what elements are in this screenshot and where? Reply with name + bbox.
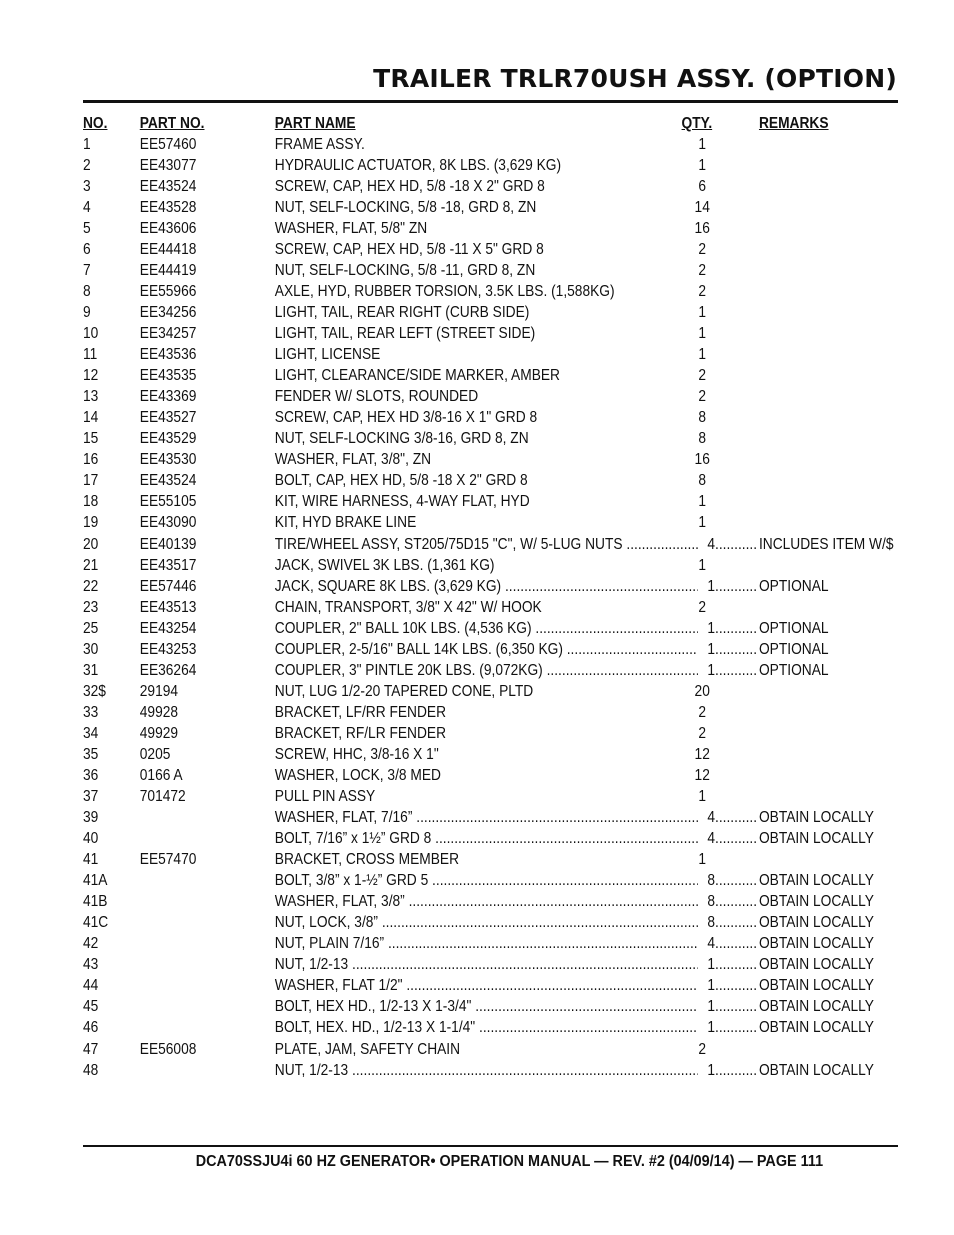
part-name: BRACKET, CROSS MEMBER <box>274 851 460 868</box>
part-number: 701472 <box>139 788 186 805</box>
quantity: 2 <box>698 367 707 384</box>
part-name: BOLT, HEX. HD., 1/2-13 X 1-1/4" ..... <box>275 1017 698 1038</box>
part-number: EE43527 <box>139 409 197 426</box>
part-name: FENDER W/ SLOTS, ROUNDED <box>274 388 479 405</box>
remarks: OBTAIN LOCALLY <box>758 872 874 889</box>
table-row <box>83 176 784 197</box>
part-name: HYDRAULIC ACTUATOR, 8K LBS. (3,629 KG) <box>274 157 562 174</box>
header-no: NO. <box>83 115 108 132</box>
quantity: 1 ..... <box>707 576 719 597</box>
remarks: OBTAIN LOCALLY <box>758 893 874 910</box>
part-name: NUT, SELF-LOCKING, 5/8 -18, GRD 8, ZN <box>274 199 537 216</box>
part-number: EE43529 <box>139 430 197 447</box>
header-part-no: PART NO. <box>139 115 205 132</box>
item-number: 13 <box>83 388 99 405</box>
item-number: 8 <box>83 283 91 300</box>
remarks: OBTAIN LOCALLY <box>758 1062 874 1079</box>
part-name: COUPLER, 2-5/16" BALL 14K LBS. (6,350 KG) ..... <box>275 639 698 660</box>
quantity: 8 <box>698 472 707 489</box>
quantity: 4 ..... <box>707 534 719 555</box>
part-name: AXLE, HYD, RUBBER TORSION, 3.5K LBS. (1,588KG) <box>274 283 615 300</box>
part-name: BOLT, 7/16” x 1½” GRD 8 ..... <box>275 828 698 849</box>
item-number: 46 <box>83 1019 99 1036</box>
part-number: EE55966 <box>139 283 197 300</box>
item-number: 42 <box>83 935 99 952</box>
table-row <box>83 470 784 491</box>
part-name: NUT, LUG 1/2-20 TAPERED CONE, PLTD <box>274 683 534 700</box>
part-number: 49929 <box>139 725 179 742</box>
item-number: 48 <box>83 1062 99 1079</box>
quantity: 16 <box>694 451 710 468</box>
quantity: 1 <box>698 493 707 510</box>
table-header-row <box>83 113 829 134</box>
part-name: SCREW, CAP, HEX HD 3/8-16 X 1" GRD 8 <box>274 409 538 426</box>
table-row <box>83 849 784 870</box>
quantity: 1 <box>698 346 707 363</box>
item-number: 1 <box>83 136 91 153</box>
quantity: 1 <box>698 788 707 805</box>
table-row <box>83 323 784 344</box>
table-row <box>83 365 784 386</box>
remarks: OPTIONAL <box>758 578 829 595</box>
part-name: WASHER, FLAT, 5/8" ZN <box>274 220 428 237</box>
item-number: 21 <box>83 557 99 574</box>
item-number: 3 <box>83 178 91 195</box>
table-row <box>83 996 874 1017</box>
part-number: EE36264 <box>139 662 197 679</box>
item-number: 6 <box>83 241 91 258</box>
remarks: OBTAIN LOCALLY <box>758 998 874 1015</box>
quantity: 1 ..... <box>707 639 719 660</box>
part-name: CHAIN, TRANSPORT, 3/8" X 42" W/ HOOK <box>274 599 542 616</box>
item-number: 14 <box>83 409 99 426</box>
part-name: NUT, SELF-LOCKING, 5/8 -11, GRD 8, ZN <box>274 262 536 279</box>
part-number: EE43524 <box>139 178 197 195</box>
part-name: NUT, 1/2-13 ..... <box>275 1060 698 1081</box>
part-name: LIGHT, TAIL, REAR LEFT (STREET SIDE) <box>274 325 536 342</box>
part-name: WASHER, FLAT 1/2" ..... <box>275 975 698 996</box>
item-number: 5 <box>83 220 91 237</box>
table-row <box>83 639 829 660</box>
part-name: SCREW, CAP, HEX HD, 5/8 -18 X 2" GRD 8 <box>274 178 545 195</box>
part-name: FRAME ASSY. <box>274 136 365 153</box>
table-row <box>83 681 784 702</box>
item-number: 43 <box>83 956 99 973</box>
page-title: TRAILER TRLR70USH ASSY. (OPTION) <box>373 64 897 93</box>
part-name: WASHER, FLAT, 3/8", ZN <box>274 451 432 468</box>
part-number: EE34257 <box>139 325 197 342</box>
item-number: 34 <box>83 725 99 742</box>
quantity: 1 ..... <box>707 975 719 996</box>
header-qty: QTY. <box>681 115 713 132</box>
table-row <box>83 344 784 365</box>
table-row <box>83 618 829 639</box>
part-name: JACK, SWIVEL 3K LBS. (1,361 KG) <box>274 557 495 574</box>
part-number: EE43536 <box>139 346 197 363</box>
part-name: WASHER, LOCK, 3/8 MED <box>274 767 441 784</box>
part-number: EE43524 <box>139 472 197 489</box>
header-remarks: REMARKS <box>758 115 829 132</box>
part-name: COUPLER, 2" BALL 10K LBS. (4,536 KG) ..... <box>275 618 698 639</box>
table-row <box>83 1060 874 1081</box>
part-name: PLATE, JAM, SAFETY CHAIN <box>274 1041 461 1058</box>
table-row <box>83 933 874 954</box>
remarks: OBTAIN LOCALLY <box>758 977 874 994</box>
item-number: 25 <box>83 620 99 637</box>
table-row <box>83 239 784 260</box>
quantity: 1 <box>698 557 707 574</box>
part-name: BOLT, HEX HD., 1/2-13 X 1-3/4" ..... <box>275 996 698 1017</box>
quantity: 2 <box>698 283 707 300</box>
table-row <box>83 702 784 723</box>
table-row <box>83 218 784 239</box>
page-footer: DCA70SSJU4i 60 HZ GENERATOR• OPERATION MANUAL — REV. #2 (04/09/14) — PAGE 111 <box>195 1153 823 1170</box>
item-number: 37 <box>83 788 99 805</box>
quantity: 4 ..... <box>707 933 719 954</box>
part-number: EE43528 <box>139 199 197 216</box>
quantity: 2 <box>698 262 707 279</box>
table-row <box>83 807 874 828</box>
table-row <box>83 891 874 912</box>
table-row <box>83 975 874 996</box>
parts-table <box>83 113 894 1081</box>
part-number: EE40139 <box>139 536 197 553</box>
quantity: 1 <box>698 157 707 174</box>
part-name: NUT, SELF-LOCKING 3/8-16, GRD 8, ZN <box>274 430 529 447</box>
table-row <box>83 534 894 555</box>
quantity: 20 <box>694 683 710 700</box>
table-row <box>83 870 874 891</box>
table-row <box>83 828 874 849</box>
quantity: 16 <box>694 220 710 237</box>
part-number: 0166 A <box>139 767 183 784</box>
table-row <box>83 954 874 975</box>
part-name: NUT, PLAIN 7/16” ..... <box>275 933 698 954</box>
part-number: 49928 <box>139 704 179 721</box>
part-number: EE55105 <box>139 493 197 510</box>
quantity: 4 ..... <box>707 828 719 849</box>
part-name: JACK, SQUARE 8K LBS. (3,629 KG) ..... <box>275 576 698 597</box>
part-name: WASHER, FLAT, 3/8” ..... <box>275 891 698 912</box>
item-number: 44 <box>83 977 99 994</box>
remarks: OBTAIN LOCALLY <box>758 914 874 931</box>
part-name: WASHER, FLAT, 7/16” ..... <box>275 807 698 828</box>
remarks: OPTIONAL <box>758 641 829 658</box>
table-row <box>83 765 784 786</box>
table-row <box>83 1039 784 1060</box>
table-row <box>83 512 784 534</box>
remarks: INCLUDES ITEM W/$ <box>758 536 894 553</box>
table-row <box>83 597 784 618</box>
part-name: KIT, HYD BRAKE LINE <box>274 514 417 531</box>
quantity: 14 <box>694 199 710 216</box>
part-name: LIGHT, LICENSE <box>274 346 381 363</box>
table-row <box>83 428 784 449</box>
table-row <box>83 723 784 744</box>
table-row <box>83 555 784 576</box>
quantity: 2 <box>698 704 707 721</box>
part-number: EE44419 <box>139 262 197 279</box>
remarks: OBTAIN LOCALLY <box>758 830 874 847</box>
item-number: 32$ <box>83 683 106 700</box>
part-number: EE43513 <box>139 599 197 616</box>
table-body <box>83 134 894 1081</box>
quantity: 12 <box>694 746 710 763</box>
table-row <box>83 197 784 218</box>
item-number: 41B <box>83 893 108 910</box>
table-row <box>83 660 829 681</box>
item-number: 18 <box>83 493 99 510</box>
item-number: 2 <box>83 157 91 174</box>
quantity: 8 ..... <box>707 870 719 891</box>
quantity: 2 <box>698 725 707 742</box>
item-number: 17 <box>83 472 99 489</box>
part-name: LIGHT, CLEARANCE/SIDE MARKER, AMBER <box>274 367 560 384</box>
part-number: 0205 <box>139 746 171 763</box>
quantity: 1 ..... <box>707 996 719 1017</box>
table-row <box>83 134 784 155</box>
table-row <box>83 786 784 807</box>
quantity: 4 ..... <box>707 807 719 828</box>
remarks: OBTAIN LOCALLY <box>758 935 874 952</box>
part-number: EE43090 <box>139 514 197 531</box>
table-row <box>83 155 784 176</box>
item-number: 16 <box>83 451 99 468</box>
part-name: NUT, LOCK, 3/8” ..... <box>275 912 698 933</box>
part-number: 29194 <box>139 683 179 700</box>
item-number: 20 <box>83 536 99 553</box>
item-number: 19 <box>83 514 99 531</box>
part-number: EE43253 <box>139 641 197 658</box>
footer-rule <box>83 1145 898 1147</box>
table-row <box>83 491 784 512</box>
quantity: 2 <box>698 599 707 616</box>
quantity: 8 <box>698 409 707 426</box>
remarks: OBTAIN LOCALLY <box>758 809 874 826</box>
part-number: EE43369 <box>139 388 197 405</box>
item-number: 10 <box>83 325 99 342</box>
table-row <box>83 386 784 407</box>
quantity: 1 <box>698 136 707 153</box>
table-row <box>83 407 784 428</box>
quantity: 1 <box>698 325 707 342</box>
quantity: 12 <box>694 767 710 784</box>
title-rule <box>83 100 898 103</box>
quantity: 8 ..... <box>707 912 719 933</box>
item-number: 22 <box>83 578 99 595</box>
item-number: 23 <box>83 599 99 616</box>
item-number: 45 <box>83 998 99 1015</box>
part-name: SCREW, CAP, HEX HD, 5/8 -11 X 5" GRD 8 <box>274 241 544 258</box>
part-name: NUT, 1/2-13 ..... <box>275 954 698 975</box>
item-number: 7 <box>83 262 91 279</box>
remarks: OBTAIN LOCALLY <box>758 1019 874 1036</box>
item-number: 47 <box>83 1041 99 1058</box>
part-number: EE57446 <box>139 578 197 595</box>
header-part-name: PART NAME <box>274 115 356 132</box>
part-number: EE43254 <box>139 620 197 637</box>
quantity: 2 <box>698 1041 707 1058</box>
part-name: BOLT, CAP, HEX HD, 5/8 -18 X 2" GRD 8 <box>274 472 528 489</box>
quantity: 1 ..... <box>707 954 719 975</box>
quantity: 1 ..... <box>707 1060 719 1081</box>
remarks: OBTAIN LOCALLY <box>758 956 874 973</box>
part-name: TIRE/WHEEL ASSY, ST205/75D15 "C", W/ 5-LUG NUTS ..... <box>275 534 698 555</box>
quantity: 1 ..... <box>707 1017 719 1038</box>
item-number: 11 <box>83 346 98 363</box>
item-number: 31 <box>83 662 99 679</box>
quantity: 1 <box>698 851 707 868</box>
part-name: BRACKET, LF/RR FENDER <box>274 704 447 721</box>
table-row <box>83 449 784 470</box>
item-number: 40 <box>83 830 99 847</box>
table-row <box>83 744 784 765</box>
part-number: EE43530 <box>139 451 197 468</box>
quantity: 8 <box>698 430 707 447</box>
quantity: 1 <box>698 304 707 321</box>
part-name: BRACKET, RF/LR FENDER <box>274 725 447 742</box>
item-number: 41A <box>83 872 108 889</box>
remarks: OPTIONAL <box>758 662 829 679</box>
part-name: PULL PIN ASSY <box>274 788 376 805</box>
quantity: 1 <box>698 514 707 531</box>
item-number: 41 <box>83 851 99 868</box>
table-row <box>83 576 829 597</box>
item-number: 15 <box>83 430 99 447</box>
part-name: LIGHT, TAIL, REAR RIGHT (CURB SIDE) <box>274 304 530 321</box>
item-number: 9 <box>83 304 91 321</box>
item-number: 12 <box>83 367 99 384</box>
item-number: 4 <box>83 199 91 216</box>
part-name: SCREW, HHC, 3/8-16 X 1" <box>274 746 439 763</box>
table-row <box>83 260 784 281</box>
item-number: 35 <box>83 746 99 763</box>
quantity: 2 <box>698 388 707 405</box>
part-number: EE57470 <box>139 851 197 868</box>
part-name: KIT, WIRE HARNESS, 4-WAY FLAT, HYD <box>274 493 530 510</box>
part-number: EE43606 <box>139 220 197 237</box>
quantity: 2 <box>698 241 707 258</box>
table-row <box>83 281 784 302</box>
table-row <box>83 912 874 933</box>
quantity: 1 ..... <box>707 660 719 681</box>
part-number: EE57460 <box>139 136 197 153</box>
part-name: BOLT, 3/8” x 1-½” GRD 5 ..... <box>275 870 698 891</box>
part-number: EE56008 <box>139 1041 197 1058</box>
item-number: 36 <box>83 767 99 784</box>
item-number: 41C <box>83 914 109 931</box>
item-number: 30 <box>83 641 99 658</box>
part-number: EE34256 <box>139 304 197 321</box>
part-number: EE43535 <box>139 367 197 384</box>
part-number: EE43517 <box>139 557 197 574</box>
table-row <box>83 302 784 323</box>
remarks: OPTIONAL <box>758 620 829 637</box>
item-number: 39 <box>83 809 99 826</box>
item-number: 33 <box>83 704 99 721</box>
part-number: EE44418 <box>139 241 197 258</box>
quantity: 1 ..... <box>707 618 719 639</box>
quantity: 8 ..... <box>707 891 719 912</box>
part-number: EE43077 <box>139 157 197 174</box>
quantity: 6 <box>698 178 707 195</box>
part-name: COUPLER, 3" PINTLE 20K LBS. (9,072KG) ..... <box>275 660 698 681</box>
table-row <box>83 1017 874 1039</box>
